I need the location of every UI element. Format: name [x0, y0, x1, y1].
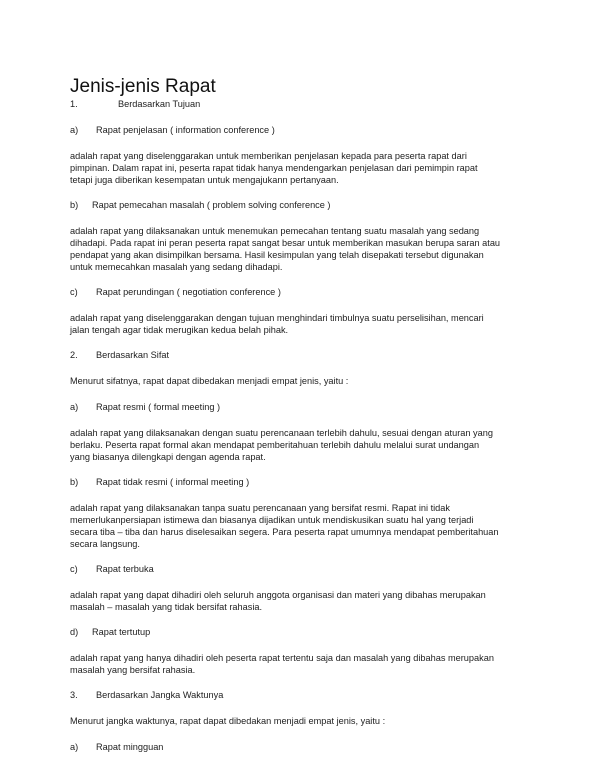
item-heading: c) Rapat perundingan ( negotiation conference ) [70, 287, 281, 297]
item-heading: b) Rapat pemecahan masalah ( problem solving conference ) [70, 200, 331, 210]
paragraph: adalah rapat yang dilaksanakan dengan suatu perencanaan terlebih dahulu, sesuai dengan aturan yang berlaku. Peserta rapat formal akan mendapat pemberitahuan terlebih dahulu melalui surat undangan yang biasanya dilengkapi dengan agenda rapat. [70, 428, 493, 462]
section-heading: 1. Berdasarkan Tujuan [70, 99, 201, 109]
paragraph: adalah rapat yang dilaksanakan untuk menemukan pemecahan tentang suatu masalah yang sedang dihadapi. Pada rapat ini peran peserta rapat sangat besar untuk memberikan masukan berupa saran atau pendapat yang akan disimpilkan bersama. Hasil kesimpulan yang telah disepakati tersebut digunakan untuk memecahkan masalah yang sedang dihadapi. [70, 226, 501, 272]
document-title: Jenis-jenis Rapat [70, 76, 216, 97]
item-heading: c) Rapat terbuka [70, 564, 154, 574]
item-heading: d) Rapat tertutup [70, 627, 151, 637]
paragraph: adalah rapat yang diselenggarakan untuk memberikan penjelasan kepada para peserta rapat dari pimpinan. Dalam rapat ini, peserta rapat tidak hanya mendengarkan penjelasan dari pemimpin rapat tetapi juga diberikan kesempatan untuk mengajukann pertanyaan. [70, 151, 478, 185]
paragraph: adalah rapat yang diselenggarakan dengan tujuan menghindari timbulnya suatu perselisihan, mencari jalan tengah agar tidak merugikan kedua belah pihak. [70, 313, 484, 335]
paragraph: Menurut sifatnya, rapat dapat dibedakan menjadi empat jenis, yaitu : [70, 376, 349, 386]
item-heading: a) Rapat resmi ( formal meeting ) [70, 402, 221, 412]
section-heading: 3. Berdasarkan Jangka Waktunya [70, 690, 224, 700]
section-heading: 2. Berdasarkan Sifat [70, 350, 170, 360]
paragraph: Menurut jangka waktunya, rapat dapat dibedakan menjadi empat jenis, yaitu : [70, 716, 386, 726]
item-heading: b) Rapat tidak resmi ( informal meeting ) [70, 477, 250, 487]
paragraph: adalah rapat yang dilaksanakan tanpa suatu perencanaan yang bersifat resmi. Rapat ini tidak memerlukanpersiapan istimewa dan biasanya dijadikan untuk mendiskusikan suatu hal yang terjadi secara tiba – tiba dan harus diselesaikan segera. Para peserta rapat umumnya mendapat pemberitahuan secara langsung. [70, 503, 499, 549]
item-heading: a) Rapat penjelasan ( information conference ) [70, 125, 275, 135]
paragraph: adalah rapat yang dapat dihadiri oleh seluruh anggota organisasi dan materi yang dibahas merupakan masalah – masalah yang tidak bersifat rahasia. [70, 590, 486, 612]
document-page [70, 76, 520, 753]
item-heading: a) Rapat mingguan [70, 742, 164, 752]
paragraph: adalah rapat yang hanya dihadiri oleh peserta rapat tertentu saja dan masalah yang dibahas merupakan masalah yang bersifat rahasia. [70, 653, 494, 675]
